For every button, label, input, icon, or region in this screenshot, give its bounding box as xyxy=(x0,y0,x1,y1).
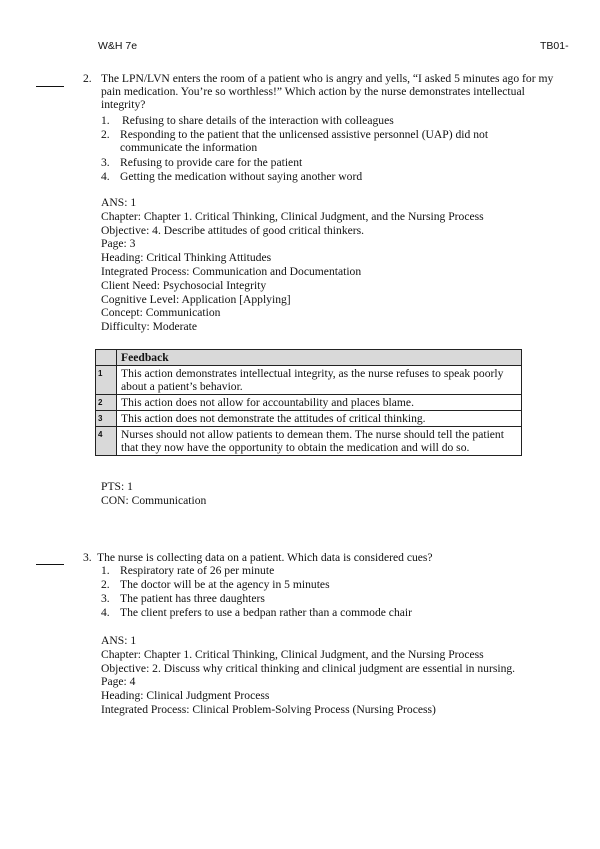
q2-option-2[interactable] xyxy=(101,128,561,155)
q2-page: Page: 3 xyxy=(101,237,136,251)
option-text: Refusing to provide care for the patient xyxy=(120,156,303,169)
feedback-header-row xyxy=(96,350,522,366)
option-label: 4. xyxy=(101,606,110,619)
option-text: Respiratory rate of 26 per minute xyxy=(120,564,275,577)
feedback-row xyxy=(96,427,522,456)
option-label: 1. xyxy=(101,564,110,577)
q2-answer: ANS: 1 xyxy=(101,196,137,209)
feedback-corner-cell xyxy=(96,350,117,366)
feedback-row-text: This action demonstrates intellectual integrity, as the nurse refuses to speak poorly about a patient’s behavior. xyxy=(117,366,522,395)
feedback-row xyxy=(96,411,522,427)
q2-stem-line: pain medication. You’re so worthless!” Which action by the nurse demonstrates intellectual xyxy=(101,85,525,98)
q2-stem xyxy=(101,72,581,111)
q3-answer: ANS: 1 xyxy=(101,634,137,647)
option-label: 3. xyxy=(101,592,110,605)
answer-blank-q3[interactable] xyxy=(36,564,64,565)
q3-option-4[interactable] xyxy=(101,606,561,619)
feedback-row-number: 2 xyxy=(96,395,117,411)
q2-stem-line: The LPN/LVN enters the room of a patient who is angry and yells, “I asked 5 minutes ago for my xyxy=(101,72,554,85)
q3-objective: Objective: 2. Discuss why critical thinking and clinical judgment are essential in nursing. xyxy=(101,661,516,675)
header-left: W&H 7e xyxy=(98,40,138,52)
feedback-row-text: This action does not allow for accountability and places blame. xyxy=(117,395,522,411)
q2-difficulty: Difficulty: Moderate xyxy=(101,320,198,334)
q2-option-1[interactable] xyxy=(101,114,561,127)
feedback-row-number: 1 xyxy=(96,366,117,395)
q3-metadata xyxy=(101,634,581,717)
q2-metadata xyxy=(101,196,581,334)
feedback-row-number: 3 xyxy=(96,411,117,427)
answer-blank-q2[interactable] xyxy=(36,86,64,87)
option-label: 4. xyxy=(101,170,110,183)
q2-con: CON: Communication xyxy=(101,494,207,507)
q3-heading: Heading: Clinical Judgment Process xyxy=(101,689,270,703)
option-text: The patient has three daughters xyxy=(120,592,265,605)
option-text: The doctor will be at the agency in 5 minutes xyxy=(120,578,330,591)
option-text: Responding to the patient that the unlicensed assistive personnel (UAP) did not xyxy=(120,128,489,141)
q2-objective: Objective: 4. Describe attitudes of good critical thinkers. xyxy=(101,223,365,237)
q2-option-4[interactable] xyxy=(101,170,561,183)
q3-chapter: Chapter: Chapter 1. Critical Thinking, Clinical Judgment, and the Nursing Process xyxy=(101,647,484,661)
q3-options xyxy=(101,564,561,624)
q2-cognitive-level: Cognitive Level: Application [Applying] xyxy=(101,292,291,306)
option-label: 1. xyxy=(101,114,110,127)
q2-stem-line: integrity? xyxy=(101,98,146,111)
feedback-row-text: This action does not demonstrate the attitudes of critical thinking. xyxy=(117,411,522,427)
option-text: communicate the information xyxy=(120,141,258,154)
option-text: Getting the medication without saying another word xyxy=(120,170,363,183)
option-label: 2. xyxy=(101,128,110,141)
q2-concept: Concept: Communication xyxy=(101,306,221,320)
option-label: 3. xyxy=(101,156,110,169)
feedback-row-number: 4 xyxy=(96,427,117,456)
q3-stem: The nurse is collecting data on a patient. Which data is considered cues? xyxy=(97,551,433,564)
feedback-row xyxy=(96,366,522,395)
feedback-row xyxy=(96,395,522,411)
q3-number: 3. xyxy=(83,551,92,564)
option-label: 2. xyxy=(101,578,110,591)
q2-number: 2. xyxy=(83,72,92,85)
q2-pts: PTS: 1 xyxy=(101,480,133,493)
q2-client-need: Client Need: Psychosocial Integrity xyxy=(101,278,267,292)
q2-option-3[interactable] xyxy=(101,156,561,169)
option-text: The client prefers to use a bedpan rather than a commode chair xyxy=(120,606,412,619)
q2-heading: Heading: Critical Thinking Attitudes xyxy=(101,251,272,265)
q2-options xyxy=(101,114,561,184)
q3-option-2[interactable] xyxy=(101,578,561,591)
feedback-row-text: Nurses should not allow patients to demean them. The nurse should tell the patient that they now have the opportunity to obtain the medication and will do so. xyxy=(117,427,522,456)
q2-feedback-table xyxy=(95,349,522,456)
q3-page: Page: 4 xyxy=(101,675,136,689)
q3-integrated-process: Integrated Process: Clinical Problem-Solving Process (Nursing Process) xyxy=(101,702,436,716)
q2-chapter: Chapter: Chapter 1. Critical Thinking, Clinical Judgment, and the Nursing Process xyxy=(101,209,484,223)
q3-option-3[interactable] xyxy=(101,592,561,605)
option-text: Refusing to share details of the interaction with colleagues xyxy=(122,114,394,127)
q2-integrated-process: Integrated Process: Communication and Documentation xyxy=(101,264,362,278)
q3-option-1[interactable] xyxy=(101,564,561,577)
header-right: TB01- xyxy=(540,40,569,52)
feedback-header: Feedback xyxy=(117,350,522,366)
